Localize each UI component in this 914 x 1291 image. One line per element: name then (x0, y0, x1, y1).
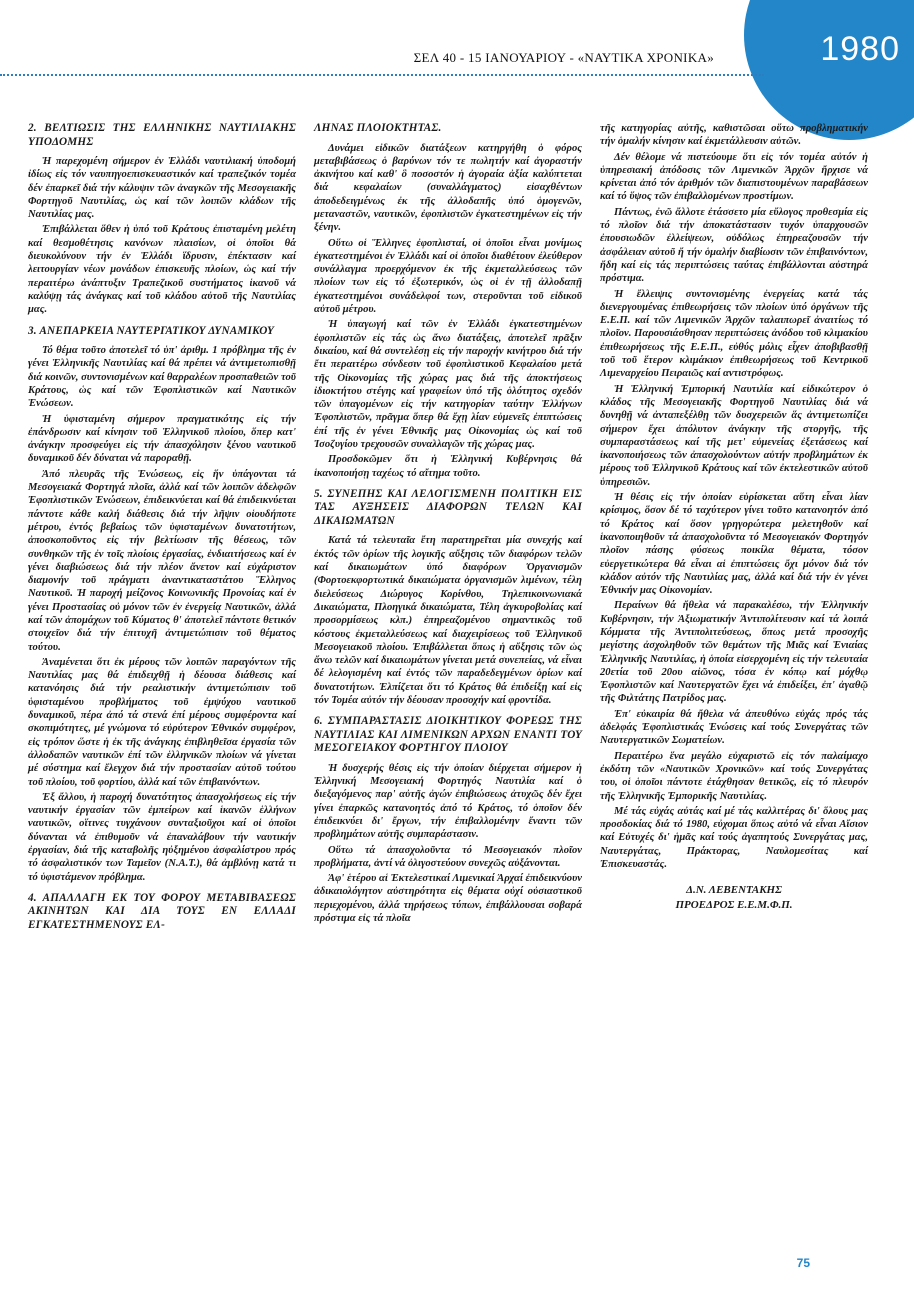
year-label: 1980 (820, 30, 900, 68)
paragraph: Δέν θέλομε νά πιστεύουμε ὅτι εἰς τόν τομέα αὐτόν ἡ ὑπηρεσιακή ἀπόδοσις τῶν Λιμενικῶν Ἀρχῶν ἤρχισε νά κρίνεται ἀπό τόν ἀριθμόν τῶν διαπιστουμένων παραβάσεων καί τό ὕψος τῶν ἐπιβαλλομένων προστίμων. (600, 151, 868, 203)
paragraph: Ἀφ' ἑτέρου αἱ Ἐκτελεστικαί Λιμενικαί Ἀρχαί ἐπιδεικνύουν ἀδικαιολόγητον αὐστηρότητα εἰς θέματα οὐχί οὐσιαστικοῦ περιεχομένου, ἀλλά τηρήσεως τύπων, ἐπιβάλλουσαι σοβαρά πρόστιμα εἰς τά πλοῖα (314, 873, 582, 925)
column-3 (600, 122, 868, 938)
paragraph: Πάντως, ἐνῶ ἄλλοτε ἐτάσσετο μία εὔλογος προθεσμία εἰς τό πλοῖον διά τήν ἀποκατάστασιν τυχόν ὑπαρχουσῶν ἐπουσιωδῶν ἐλλείψεων, οὐδόλως ἐπηρεαζουσῶν τήν ἀσφάλειαν αὐτοῦ ἤ τήν ὁμαλήν διαβίωσιν τῶν ἐπιβαινόντων, ἤδη καί εἰς τάς περιπτώσεις ταύτας ἐπιβάλλονται αὐστηρά πρόστιμα. (600, 206, 868, 285)
paragraph: Ἡ θέσις εἰς τήν ὁποίαν εὑρίσκεται αὕτη εἶναι λίαν κρίσιμος, ὅσον δέ τό ταχύτερον γίνει τοῦτο κατανοητόν ἀπό τό Κράτος καί ὅσον γρηγορώτερα μελετηθοῦν καί ἱκανοποιηθοῦν τά ἀπασχολοῦντα τό Μεσογειακόν Φορτηγόν πλοῖον πάσης φύσεως ποικίλα θέματα, τόσον εὐεργετικώτερα θά εἶναι αἱ ἐπιπτώσεις ὄχι μόνον διά τόν κλάδον αὐτόν τῆς Ναυτιλίας μας, ἀλλά καί διά τήν ἐν γένει Ἐθνικήν μας Οἰκονομίαν. (600, 492, 868, 597)
paragraph: Ἡ ἔλλειψις συντονισμένης ἐνεργείας κατά τάς διενεργουμένας ἐπιθεωρήσεις τῶν πλοίων ὑπό ὀργάνων τῆς Ε.Ε.Π. καί τῶν Λιμενικῶν Ἀρχῶν ταλαιπωρεῖ ἀναιτίως τό πλοῖον. Παρουσιάσθησαν περιπτώσεις ἀνόδου τοῦ κλιμακίου ἐπιθεωρήσεως τῆς Ε.Ε.Π., εὐθύς μόλις εἶχεν ἀποβιβασθῇ τοῦ τοῦ ἕτερον κλιμάκιον ἐπιθεωρήσεως τοῦ Κεντρικοῦ Λιμεναρχείου Πειραιῶς καί αντιστρόφως. (600, 288, 868, 380)
paragraph: Οὕτω τά ἀπασχολοῦντα τό Μεσογειακόν πλοῖον προβλήματα, ἀντί νά ὀλιγοστεύουν συνεχῶς αὐξάνονται. (314, 844, 582, 869)
paragraph: Μέ τάς εὐχάς αὐτάς καί μέ τάς καλλιτέρας δι' ὅλους μας προσδοκίας διά τό 1980, εὐχομαι ὅπως αὐτό νά εἶναι Αἴσιον καί Εὐτυχές δι' ἡμᾶς καί τούς ἀγαπητούς Συνεργάτας μας, Ναυτεργάτας, Πράκτορας, Ναυλομεσίτας καί Ἐπισκευαστάς. (600, 805, 868, 871)
paragraph: Ἐπιβάλλεται ὅθεν ἡ ὑπό τοῦ Κράτους ἐπισταμένη μελέτη καί θεσμοθέτησις κανόνων πλαισίων, οἱ ὁποῖοι θά διευκολύνουν τήν ἐν Ἑλλάδι ἵδρυσιν, ἐπέκτασιν καί λειτουργίαν νέων μονάδων ἐπισκευῆς πλοίων, ὡς καί τήν περαιτέρω ἀνάπτυξιν Τραπεζικοῦ συστήματος ἱκανοῦ νά καλύψῃ τάς ἀνάγκας καί τοῦ κλάδου αὐτοῦ τῆς Ναυτιλίας μας. (28, 224, 296, 316)
page-number: 75 (796, 1256, 810, 1270)
column-2 (314, 122, 582, 938)
header-dotted-rule (0, 74, 764, 76)
signature-block (600, 883, 868, 913)
signature-title: ΠΡΟΕΔΡΟΣ Ε.Ε.Μ.Φ.Π. (675, 899, 793, 912)
paragraph: Ἡ Ἑλληνική Ἐμπορική Ναυτιλία καί εἰδικώτερον ὁ κλάδος τῆς Μεσογειακῆς Φορτηγοῦ Ναυτιλίας διά νά δυνηθῇ νά ἀνταπεξέλθῃ τῶν δυσχερειῶν ἅς ἀντιμετωπίζει σήμερον ἔχει ἀπόλυτον ἀνάγκην τῆς στοργῆς, τῆς συμπαραστάσεως καί τῆς μετ' εὐμενείας ἐξετάσεως καί ἱκανοποιήσεως τῶν ἀπασχολούντων αὐτήν προβλημάτων ἐκ μέρους τοῦ Ἑλληνικοῦ Κράτους καί τῶν ἐκτελεστικῶν αὐτοῦ ὑπηρεσιῶν. (600, 383, 868, 488)
section-heading: 6. ΣΥΜΠΑΡΑΣΤΑΣΙΣ ΔΙΟΙΚΗΤΙΚΟΥ ΦΟΡΕΩΣ ΤΗΣ ΝΑΥΤΙΛΙΑΣ ΚΑΙ ΛΙΜΕΝΙΚΩΝ ΑΡΧΩΝ ΕΝΑΝΤΙ ΤΟΥ ΜΕΣΟΓΕΙΑΚΟΥ ΦΟΡΤΗΓΟΥ ΠΛΟΙΟΥ (314, 715, 582, 755)
paragraph: Περαίνων θά ἤθελα νά παρακαλέσω, τήν Ἑλληνικήν Κυβέρνησιν, τήν Ἀξιωματικήν Ἀντιπολίτευσιν καί τά λοιπά Κόμματα τῆς Ἀντιπολιτεύσεως, ὅπως μετά προσοχῆς μεγίστης ἀσχοληθοῦν τῶν θεμάτων τῆς Μιᾶς καί Ἑνιαίας Ἑλληνικῆς Ναυτιλίας, ἡ ὁποία εἰσερχομένη εἰς τήν τελευταία 20ετία τοῦ 20ου αἰῶνος, τόσα ἐν κόπῳ καί μόχθῳ Ἐφοπλιστῶν καί Ναυτεργατῶν ἔχει νά ἐπιδείξει, ἐπ' ἀγαθῷ τῆς Φιλτάτης Πατρίδος μας. (600, 600, 868, 705)
paragraph: Δυνάμει εἰδικῶν διατάξεων κατηργήθη ὁ φόρος μεταβιβάσεως ὁ βαρύνων τόν τε πωλητήν καί ἀγοραστήν ἀκινήτου καί καθ' ὃ ποσοστόν ἡ ἀγοραία ἀξία καλύπτεται διά κεφαλαίων (συναλλάγματος) εἰσαχθέντων ἀποδεδειγμένως ἐκ τῆς ἀλλοδαπῆς ὑπό ὁμογενῶν, μεταναστῶν, ναυτικῶν, ἐφοπλιστῶν ἐγκατεστημένων εἰς τήν ξένην. (314, 142, 582, 234)
page-header (0, 0, 914, 80)
paragraph: Οὕτω οἱ Ἕλληνες ἐφοπλισταί, οἱ ὁποῖοι εἶναι μονίμως ἐγκατεστημένοι ἐν Ἑλλάδι καί οἱ ὁποῖοι διαθέτουν ἐλεύθερον συνάλλαγμα προερχόμενον ἐκ τῆς ἐκμεταλλεύσεως τῶν πλοίων των εἰς τό ἐξωτερικόν, ὡς οἱ ἐν τῇ ἀλλοδαπῇ ἐγκατεστημένοι συνάδελφοί των, στεροῦνται τοῦ εἰδικοῦ αὐτοῦ μέτρου. (314, 237, 582, 316)
section-heading: 3. ΑΝΕΠΑΡΚΕΙΑ ΝΑΥΤΕΡΓΑΤΙΚΟΥ ΔΥΝΑΜΙΚΟΥ (28, 324, 275, 337)
section-heading: 5. ΣΥΝΕΠΗΣ ΚΑΙ ΛΕΛΟΓΙΣΜΕΝΗ ΠΟΛΙΤΙΚΗ ΕΙΣ ΤΑΣ ΑΥΞΗΣΕΙΣ ΔΙΑΦΟΡΩΝ ΤΕΛΩΝ ΚΑΙ ΔΙΚΑΙΩΜΑΤΩΝ (314, 487, 582, 527)
paragraph: Ἀναμένεται ὅτι ἐκ μέρους τῶν λοιπῶν παραγόντων τῆς Ναυτιλίας μας θά ἐπιδειχθῇ ἡ δέουσα διάθεσις καί κατανόησις διά τήν ρεαλιστικήν ἀντιμετώπισιν τοῦ ὑφισταμένου προβλήματος τοῦ ἐμψύχου ναυτικοῦ δυναμικοῦ, πέρα ἀπό τά στενά ἐπί μέρους συμφέροντα καί σκοπιμότητες, μέ γνώμονα τό εὐρύτερον Ἐθνικόν συμφέρον, εἰς τρόπον ὥστε ἡ ἐκ τῆς ἀνάγκης ἐπιβληθεῖσα ἐργασία τῶν ἀλλοδαπῶν ναυτικῶν ἐπί τῶν ἑλληνικῶν πλοίων νά γίνεται μέ σύστημα καί ἔλεγχον διά τήν προστασίαν αὐτοῦ τούτου τοῦ πλοίου, τοῦ φορτίου, ἀλλά καί τῶν ἐπιβαινόντων. (28, 656, 296, 788)
paragraph: Ἀπό πλευρᾶς τῆς Ἑνώσεως, εἰς ἥν ὑπάγονται τά Μεσογειακά Φορτηγά πλοῖα, ἀλλά καί τῶν λοιπῶν ἀδελφῶν Ἐφοπλιστικῶν Ἑνώσεων, ἐπιδεικνύεται καί θά ἐπιδεικνύεται πάντοτε κάθε καλή διάθεσις διά τήν λῆψιν οἱουδήποτε μέτρου, ἐντός βεβαίως τῶν ὑφισταμένων δυνατοτήτων, ἀποσκοποῦντος εἰς τήν βελτίωσιν τῆς θέσεως, τῶν συνθηκῶν τῆς ἐν τοῖς πλοίοις ἐργασίας, ἐνδιαιτήσεως καί ἐν γένει διαβιώσεως διά τήν πλέον ἄνετον καί εὐχάριστον διαμονήν τοῦ πράγματι ἀναντικαταστάτου Ἕλληνος Ναυτικοῦ. Ἡ παροχή μείζονος Κοινωνικῆς Προνοίας καί ἐν γένει Προστασίας οὐ μόνον τῶν ἐν ἐνεργείᾳ Ναυτικῶν, ἀλλά καί τῶν ἀπομάχων τοῦ Κύματος θ' ἀποτελεῖ πάντοτε θετικόν στοιχεῖον διά τήν ἐπιτυχῆ ἀντιμετώπισιν τοῦ θέματος τούτου. (28, 468, 296, 653)
paragraph: τῆς κατηγορίας αὐτῆς, καθιστῶσαι οὕτω προβληματικήν τήν ὁμαλήν κίνησιν καί ἐκμετάλλευσιν αὐτῶν. (600, 123, 868, 148)
paragraph: Ἡ ὑφισταμένη σήμερον πραγματικότης εἰς τήν ἐπάνδρωσιν καί κίνησιν τοῦ Ἑλληνικοῦ πλοίου, ὅπερ κατ' ἀνάγκην προσφεύγει εἰς τήν ἀπασχόλησιν ξένου ναυτικοῦ δυναμικοῦ δέν δύναται νά παροραθῇ. (28, 413, 296, 465)
paragraph: Προσδοκῶμεν ὅτι ἡ Ἑλληνική Κυβέρνησις θά ἱκανοποιήσῃ ταχέως τό αἴτημα τοῦτο. (314, 454, 582, 479)
paragraph: Ἡ παρεχομένη σήμερον ἐν Ἑλλάδι ναυτιλιακή ὑποδομή ἰδίως εἰς τόν ναυπηγοεπισκευαστικόν καί τραπεζικόν τομέα δέν ἐπαρκεῖ διά τήν κάλυψιν τῶν ἀναγκῶν τῆς Μεσογειακῆς Φορτηγοῦ Ναυτιλίας, ὡς καί τῶν λοιπῶν κλάδων τῆς Ναυτιλίας μας. (28, 156, 296, 221)
section-heading: ΛΗΝΑΣ ΠΛΟΙΟΚΤΗΤΑΣ. (314, 122, 442, 134)
running-header: ΣΕΛ 40 - 15 ΙΑΝΟΥΑΡΙΟΥ - «ΝΑΥΤΙΚΑ ΧΡΟΝΙΚΑ» (413, 50, 714, 65)
paragraph: Τό θέμα τοῦτο ἀποτελεῖ τό ὑπ' ἀριθμ. 1 πρόβλημα τῆς ἐν γένει Ἑλληνικῆς Ναυτιλίας καί θά πρέπει νά ἀντιμετωπισθῇ διά κοινῶν, συντονισμένων καί θαρραλέων προσπαθειῶν τοῦ Κράτους, ὡς καί τῶν Ἐφοπλιστικῶν καί Ναυτικῶν Ἑνώσεων. (28, 345, 296, 410)
paragraph: Ἡ δυσχερής θέσις εἰς τήν ὁποίαν διέρχεται σήμερον ἡ Ἑλληνική Μεσογειακή Φορτηγός Ναυτιλία καί ὁ διεξαγόμενος παρ' αὐτῆς ἀγών ἐπιβιώσεως ἀτυχῶς δέν ἔχει γίνει ἐπαρκῶς κατανοητός ἀπό τό Κράτος, τό ὁποῖον δέν ἐπιδεικνύει δι' ἔργων, τήν ἐπιβαλλομένην ἔναντι τῶν προβλημάτων αὐτῆς συμπαράστασιν. (314, 762, 582, 841)
paragraph: Κατά τά τελευταῖα ἔτη παρατηρεῖται μία συνεχής καί ἐκτός τῶν ὁρίων τῆς λογικῆς αὔξησις τῶν διαφόρων τελῶν καί δικαιωμάτων ὑπό διαφόρων Ὀργανισμῶν (Φορτοεκφορτωτικά δικαιώματα ὀργανισμῶν λιμένων, τέλη διελεύσεως Διώρυγος Κορίνθου, Τηλεπικοινωνιακά Δικαιώματα, Πλοηγικά δικαιώματα, Τέλη ἀγκυροβολίας καί προσορμίσεως κλπ.) ἐπηρεαζομένου σημαντικῶς τοῦ κόστους ἐκμεταλλεύσεως καί διαχειρίσεως τοῦ Ἑλληνικοῦ Μεσογειακοῦ πλοίου. Ἐπιβάλλεται ὅπως ἡ αὔξησις τῶν ὡς ἄνω τελῶν καί δικαιωμάτων γίνεται μετά συνεπείας, νά εἶναι δέ λελογισμένη καί ἐντός τῶν παραδεδεγμένων ὁρίων καί δυνατοτήτων. Ἐλπίζεται ὅτι τό Κράτος θά ἐπιδείξῃ καί εἰς τόν Τομέα αὐτόν τήν δέουσαν προσοχήν καί φροντίδα. (314, 535, 582, 706)
section-heading: 4. ΑΠΑΛΛΑΓΗ ΕΚ ΤΟΥ ΦΟΡΟΥ ΜΕΤΑΒΙΒΑΣΕΩΣ ΑΚΙΝΗΤΩΝ ΚΑΙ ΔΙΑ ΤΟΥΣ ΕΝ ΕΛΛΑΔΙ ΕΓΚΑΤΕΣΤΗΜΕΝΟΥΣ ΕΛ- (28, 891, 296, 931)
paragraph: Περαιτέρω ἕνα μεγάλο εὐχαριστῶ εἰς τόν παλαίμαχο ἐκδότη τῶν «Ναυτικῶν Χρονικῶν» καί τούς Συνεργάτας του, οἱ ὁποῖοι πάντοτε ἐτάχθησαν θετικῶς, εἰς τό πλευρόν τῆς Ἑλληνικῆς Ἐμπορικῆς Ναυτιλίας. (600, 750, 868, 802)
section-heading: 2. ΒΕΛΤΙΩΣΙΣ ΤΗΣ ΕΛΛΗΝΙΚΗΣ ΝΑΥΤΙΛΙΑΚΗΣ ΥΠΟΔΟΜΗΣ (28, 122, 296, 148)
article-body (28, 122, 868, 938)
paragraph: Ἐπ' εὐκαιρία θά ἤθελα νά ἀπευθύνω εὐχάς πρός τάς ἀδελφάς Ἐφοπλιστικάς Ἑνώσεις καί τούς Συνεργάτας τῶν Ναυτεργατικῶν Σωματείων. (600, 708, 868, 747)
paragraph: Ἡ ὑπαγωγή καί τῶν ἐν Ἑλλάδι ἐγκατεστημένων ἐφοπλιστῶν εἰς τάς ὡς ἄνω διατάξεις, ἀποτελεῖ πρᾶξιν δικαίου, καί θά συντελέσῃ εἰς τήν παροχήν κινήτρου διά τήν ἔτι περαιτέρω σύνδεσιν τοῦ ἐφοπλιστικοῦ Κεφαλαίου μετά τῆς Οἰκονομίας τῆς χώρας μας διά τῆς ἀποκτήσεως ἰδιοκτήτου στέγης καί γραφείων ὑπό τῆς ὁλότητος σχεδόν τῶν ὑπαγομένων εἰς τήν κατηγορίαν ταύτην Ἑλλήνων Ἐφοπλιστῶν, πρᾶγμα ὅπερ θά ἔχῃ λίαν εὐμενεῖς ἐπιπτώσεις ἐπί τῆς ἐν γένει Ἐθνικῆς μας Οἰκονομίας ὡς καί τοῦ Ἰσοζυγίου τρεχουσῶν συναλλαγῶν τῆς χώρας μας. (314, 319, 582, 451)
signature-name: Δ.Ν. ΛΕΒΕΝΤΑΚΗΣ (686, 884, 782, 897)
paragraph: Ἐξ ἄλλου, ἡ παροχή δυνατότητος ἀπασχολήσεως εἰς τήν ναυτικήν ἐργασίαν τῶν ἐμπείρων καί ἱκανῶν ἑλλήνων ναυτικῶν, οἵτινες τυγχάνουν συνταξιοῦχοι καί οἱ ὁποῖοι δύνανται νά ἐπιθυμοῦν νά ἐπαναλάβουν τήν ναυτικήν ἐργασίαν, διά τῆς καταβολῆς ηὐξημένου ἀσφαλίστρου πρός τό ἀσφαλιστικόν των Ταμεῖον (Ν.Α.Τ.), θά ἀμβλύνῃ κατά τι τό ὑφιστάμενον πρόβλημα. (28, 791, 296, 883)
year-badge (744, 0, 914, 140)
column-1 (28, 122, 296, 938)
